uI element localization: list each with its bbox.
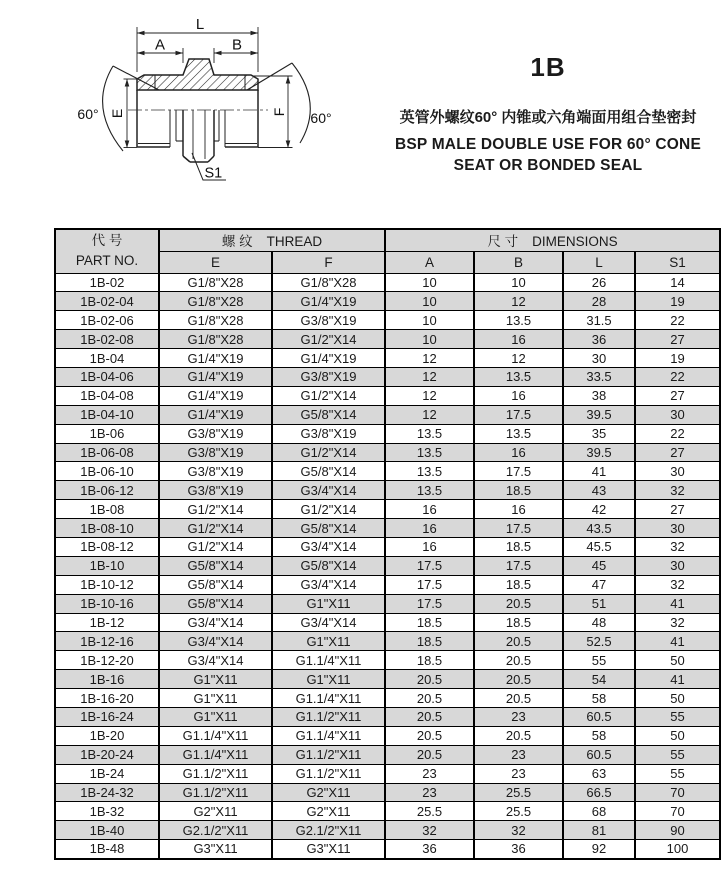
header-col-f: F xyxy=(272,251,385,273)
table-cell: 35 xyxy=(563,424,635,443)
header-col-b: B xyxy=(474,251,563,273)
header-col-e: E xyxy=(159,251,272,273)
table-cell: 55 xyxy=(635,707,720,726)
table-row xyxy=(55,386,720,405)
table-cell: 38 xyxy=(563,386,635,405)
table-cell: 12 xyxy=(474,349,563,368)
table-cell: 39.5 xyxy=(563,443,635,462)
header-col-s1: S1 xyxy=(635,251,720,273)
table-cell: 23 xyxy=(385,783,474,802)
table-row xyxy=(55,594,720,613)
table-cell: G5/8"X14 xyxy=(159,594,272,613)
table-cell: 45.5 xyxy=(563,537,635,556)
table-cell: 43.5 xyxy=(563,519,635,538)
table-body xyxy=(55,273,720,859)
header-part-no-en: PART NO. xyxy=(75,253,139,269)
table-cell: G1/4"X19 xyxy=(159,405,272,424)
table-cell: 50 xyxy=(635,689,720,708)
table-cell: G1/4"X19 xyxy=(272,349,385,368)
table-row xyxy=(55,802,720,821)
table-cell: 20.5 xyxy=(474,651,563,670)
table-cell: 23 xyxy=(474,745,563,764)
table-cell: G1/4"X19 xyxy=(159,386,272,405)
table-cell: 25.5 xyxy=(474,783,563,802)
table-cell: 50 xyxy=(635,726,720,745)
table-cell: G1/8"X28 xyxy=(159,311,272,330)
table-cell: G3/8"X19 xyxy=(159,443,272,462)
table-cell: 17.5 xyxy=(474,519,563,538)
table-cell: G1.1/2"X11 xyxy=(272,745,385,764)
table-cell: 1B-12-20 xyxy=(55,651,159,670)
table-cell: 1B-04-10 xyxy=(55,405,159,424)
table-cell: G1/4"X19 xyxy=(159,367,272,386)
table-row xyxy=(55,632,720,651)
table-cell: 26 xyxy=(563,273,635,292)
table-cell: G1.1/2"X11 xyxy=(159,764,272,783)
table-row xyxy=(55,443,720,462)
table-cell: 58 xyxy=(563,726,635,745)
table-cell: G1/8"X28 xyxy=(272,273,385,292)
table-cell: 1B-10-12 xyxy=(55,575,159,594)
table-cell: G3/4"X14 xyxy=(159,613,272,632)
table-cell: G5/8"X14 xyxy=(272,462,385,481)
table-cell: G1.1/4"X11 xyxy=(272,726,385,745)
title-block xyxy=(378,52,718,176)
header-dimensions-cn: 尺 寸 xyxy=(487,234,519,250)
table-cell: 20.5 xyxy=(474,689,563,708)
description-english-line2: SEAT OR BONDED SEAL xyxy=(453,157,643,174)
table-cell: G5/8"X14 xyxy=(272,556,385,575)
table-cell: G3/8"X19 xyxy=(272,311,385,330)
dim-label-E: E xyxy=(109,108,126,119)
table-cell: G3/4"X14 xyxy=(272,613,385,632)
table-cell: 1B-08-12 xyxy=(55,537,159,556)
table-cell: 19 xyxy=(635,292,720,311)
table-cell: 41 xyxy=(563,462,635,481)
table-cell: 20.5 xyxy=(385,745,474,764)
table-cell: 13.5 xyxy=(385,424,474,443)
table-cell: 81 xyxy=(563,821,635,840)
table-cell: G1"X11 xyxy=(159,670,272,689)
table-cell: 31.5 xyxy=(563,311,635,330)
table-row xyxy=(55,500,720,519)
table-cell: 17.5 xyxy=(385,575,474,594)
table-cell: 32 xyxy=(474,821,563,840)
table-cell: 12 xyxy=(385,386,474,405)
table-cell: G2"X11 xyxy=(159,802,272,821)
table-cell: 55 xyxy=(635,745,720,764)
angle-arc-right xyxy=(292,63,310,143)
header-col-a: A xyxy=(385,251,474,273)
table-cell: 33.5 xyxy=(563,367,635,386)
table-row xyxy=(55,745,720,764)
table-cell: 32 xyxy=(635,613,720,632)
table-row xyxy=(55,424,720,443)
table-cell: 12 xyxy=(385,405,474,424)
table-cell: G5/8"X14 xyxy=(272,519,385,538)
table-cell: 30 xyxy=(635,462,720,481)
table-cell: 16 xyxy=(385,519,474,538)
table-cell: 25.5 xyxy=(385,802,474,821)
table-cell: 92 xyxy=(563,840,635,859)
table-cell: G2"X11 xyxy=(272,802,385,821)
angle-label-left: 60° xyxy=(77,106,99,122)
table-cell: 1B-16-24 xyxy=(55,707,159,726)
table-cell: 60.5 xyxy=(563,707,635,726)
table-row xyxy=(55,273,720,292)
table-row xyxy=(55,519,720,538)
table-row xyxy=(55,821,720,840)
table-cell: G5/8"X14 xyxy=(272,405,385,424)
table-cell: 1B-20-24 xyxy=(55,745,159,764)
table-cell: 17.5 xyxy=(474,462,563,481)
dimensions-table xyxy=(54,228,721,860)
table-cell: G5/8"X14 xyxy=(159,556,272,575)
table-cell: 1B-16 xyxy=(55,670,159,689)
table-cell: 13.5 xyxy=(474,424,563,443)
table-cell: 1B-02 xyxy=(55,273,159,292)
table-cell: 20.5 xyxy=(385,689,474,708)
table-cell: 1B-24-32 xyxy=(55,783,159,802)
table-cell: 30 xyxy=(563,349,635,368)
table-cell: 63 xyxy=(563,764,635,783)
table-cell: G1.1/4"X11 xyxy=(272,689,385,708)
table-cell: G1/2"X14 xyxy=(272,500,385,519)
table-cell: G1/4"X19 xyxy=(159,349,272,368)
table-cell: 41 xyxy=(635,670,720,689)
table-cell: 18.5 xyxy=(474,481,563,500)
table-cell: 1B-06-12 xyxy=(55,481,159,500)
table-cell: 100 xyxy=(635,840,720,859)
table-cell: 12 xyxy=(474,292,563,311)
table-cell: G1.1/4"X11 xyxy=(159,745,272,764)
table-cell: G1/2"X14 xyxy=(272,443,385,462)
table-cell: 48 xyxy=(563,613,635,632)
table-row xyxy=(55,726,720,745)
table-cell: 23 xyxy=(474,764,563,783)
table-cell: G1/2"X14 xyxy=(159,500,272,519)
table-cell: 16 xyxy=(474,386,563,405)
table-cell: 66.5 xyxy=(563,783,635,802)
table-row xyxy=(55,330,720,349)
table-cell: 39.5 xyxy=(563,405,635,424)
table-row xyxy=(55,367,720,386)
table-cell: 1B-08 xyxy=(55,500,159,519)
table-cell: 23 xyxy=(474,707,563,726)
table-cell: G1"X11 xyxy=(159,707,272,726)
table-cell: 13.5 xyxy=(385,462,474,481)
table-cell: G1"X11 xyxy=(272,632,385,651)
dim-label-L: L xyxy=(195,16,205,33)
table-cell: 17.5 xyxy=(385,594,474,613)
header-dimensions xyxy=(385,229,720,251)
angle-arc-left xyxy=(103,66,126,151)
table-cell: G1/8"X28 xyxy=(159,292,272,311)
table-cell: G1/2"X14 xyxy=(272,330,385,349)
header-dimensions-en: DIMENSIONS xyxy=(532,234,618,250)
table-cell: G2"X11 xyxy=(272,783,385,802)
hex-size-label: S1 xyxy=(204,165,223,182)
table-cell: 54 xyxy=(563,670,635,689)
table-cell: 1B-40 xyxy=(55,821,159,840)
table-cell: 1B-02-08 xyxy=(55,330,159,349)
table-cell: 20.5 xyxy=(385,670,474,689)
table-cell: G1"X11 xyxy=(159,689,272,708)
table-cell: 20.5 xyxy=(474,594,563,613)
table-cell: 1B-02-04 xyxy=(55,292,159,311)
table-cell: 43 xyxy=(563,481,635,500)
table-cell: G1"X11 xyxy=(272,594,385,613)
table-cell: G1.1/4"X11 xyxy=(272,651,385,670)
table-cell: 1B-02-06 xyxy=(55,311,159,330)
table-cell: 18.5 xyxy=(385,651,474,670)
header-part-no-cn: 代 号 xyxy=(91,233,123,249)
table-cell: 68 xyxy=(563,802,635,821)
table-cell: 1B-12-16 xyxy=(55,632,159,651)
table-cell: 12 xyxy=(385,367,474,386)
table-cell: G1.1/2"X11 xyxy=(272,764,385,783)
dim-label-A: A xyxy=(154,36,166,54)
table-cell: G1.1/2"X11 xyxy=(159,783,272,802)
angle-label-right: 60° xyxy=(310,110,332,126)
table-row xyxy=(55,481,720,500)
table-cell: 1B-16-20 xyxy=(55,689,159,708)
table-cell: G2.1/2"X11 xyxy=(272,821,385,840)
table-cell: 10 xyxy=(385,273,474,292)
table-cell: 27 xyxy=(635,330,720,349)
table-cell: 1B-04-08 xyxy=(55,386,159,405)
table-cell: 42 xyxy=(563,500,635,519)
table-cell: 20.5 xyxy=(385,707,474,726)
table-cell: G3/8"X19 xyxy=(272,424,385,443)
table-row xyxy=(55,349,720,368)
table-cell: 1B-10-16 xyxy=(55,594,159,613)
table-cell: G3/4"X14 xyxy=(272,537,385,556)
table-row xyxy=(55,556,720,575)
table-cell: G1/2"X14 xyxy=(159,537,272,556)
table-cell: G1/2"X14 xyxy=(159,519,272,538)
table-cell: 1B-06 xyxy=(55,424,159,443)
table-cell: 1B-20 xyxy=(55,726,159,745)
table-cell: 18.5 xyxy=(385,632,474,651)
table-cell: 60.5 xyxy=(563,745,635,764)
table-cell: 20.5 xyxy=(474,670,563,689)
table-cell: 16 xyxy=(474,330,563,349)
table-cell: G3/4"X14 xyxy=(272,575,385,594)
table-cell: G3/4"X14 xyxy=(159,632,272,651)
table-cell: G5/8"X14 xyxy=(159,575,272,594)
table-cell: 32 xyxy=(385,821,474,840)
table-cell: 17.5 xyxy=(474,405,563,424)
table-cell: 23 xyxy=(385,764,474,783)
table-cell: 12 xyxy=(385,349,474,368)
header-thread-cn: 螺 纹 xyxy=(221,234,253,250)
table-cell: 13.5 xyxy=(474,367,563,386)
table-cell: 22 xyxy=(635,367,720,386)
table-cell: G3/8"X19 xyxy=(272,367,385,386)
header-thread xyxy=(159,229,385,251)
table-cell: 13.5 xyxy=(385,481,474,500)
table-cell: G1/8"X28 xyxy=(159,273,272,292)
table-cell: G3/8"X19 xyxy=(159,424,272,443)
table-row xyxy=(55,783,720,802)
table-cell: 10 xyxy=(385,330,474,349)
table-cell: 36 xyxy=(563,330,635,349)
table-row xyxy=(55,575,720,594)
header-col-l: L xyxy=(563,251,635,273)
table-cell: 32 xyxy=(635,537,720,556)
table-cell: G1.1/4"X11 xyxy=(159,726,272,745)
description-chinese: 英管外螺纹60° 内锥或六角端面用组合垫密封 xyxy=(399,109,697,126)
table-cell: G1/2"X14 xyxy=(272,386,385,405)
table-cell: 10 xyxy=(385,311,474,330)
table-cell: G3"X11 xyxy=(272,840,385,859)
table-cell: 16 xyxy=(385,537,474,556)
table-cell: 27 xyxy=(635,500,720,519)
table-cell: 16 xyxy=(385,500,474,519)
table-row xyxy=(55,707,720,726)
table-cell: 10 xyxy=(474,273,563,292)
table-row xyxy=(55,840,720,859)
table-cell: 30 xyxy=(635,556,720,575)
table-cell: 1B-12 xyxy=(55,613,159,632)
table-cell: 90 xyxy=(635,821,720,840)
table-row xyxy=(55,613,720,632)
table-cell: 19 xyxy=(635,349,720,368)
table-cell: 52.5 xyxy=(563,632,635,651)
table-row xyxy=(55,537,720,556)
table-cell: G3"X11 xyxy=(159,840,272,859)
table-cell: 1B-06-08 xyxy=(55,443,159,462)
table-cell: G3/8"X19 xyxy=(159,462,272,481)
table-row xyxy=(55,689,720,708)
table-cell: 55 xyxy=(635,764,720,783)
table-cell: 13.5 xyxy=(474,311,563,330)
table-cell: 1B-10 xyxy=(55,556,159,575)
table-cell: 32 xyxy=(635,481,720,500)
table-cell: 36 xyxy=(474,840,563,859)
table-cell: 18.5 xyxy=(474,537,563,556)
table-cell: G2.1/2"X11 xyxy=(159,821,272,840)
model-number: 1B xyxy=(530,52,566,82)
table-row xyxy=(55,764,720,783)
table-cell: 30 xyxy=(635,405,720,424)
table-cell: 22 xyxy=(635,424,720,443)
table-cell: 27 xyxy=(635,443,720,462)
table-cell: 70 xyxy=(635,783,720,802)
table-cell: 20.5 xyxy=(385,726,474,745)
table-row xyxy=(55,311,720,330)
table-cell: 45 xyxy=(563,556,635,575)
table-cell: G3/8"X19 xyxy=(159,481,272,500)
table-cell: 36 xyxy=(385,840,474,859)
table-cell: 55 xyxy=(563,651,635,670)
table-cell: G1/4"X19 xyxy=(272,292,385,311)
table-cell: 16 xyxy=(474,500,563,519)
table-cell: 51 xyxy=(563,594,635,613)
table-cell: 13.5 xyxy=(385,443,474,462)
table-cell: 41 xyxy=(635,594,720,613)
table-cell: 1B-32 xyxy=(55,802,159,821)
table-cell: 10 xyxy=(385,292,474,311)
table-cell: 1B-04-06 xyxy=(55,367,159,386)
description-english-line1: BSP MALE DOUBLE USE FOR 60° CONE xyxy=(395,136,701,153)
table-cell: 1B-48 xyxy=(55,840,159,859)
dim-label-F: F xyxy=(271,107,288,117)
header-thread-en: THREAD xyxy=(266,234,323,250)
table-cell: 50 xyxy=(635,651,720,670)
table-row xyxy=(55,670,720,689)
table-cell: 70 xyxy=(635,802,720,821)
table-cell: G1"X11 xyxy=(272,670,385,689)
technical-drawing xyxy=(40,10,380,210)
table-cell: G1.1/2"X11 xyxy=(272,707,385,726)
table-row xyxy=(55,292,720,311)
table-cell: 1B-24 xyxy=(55,764,159,783)
table-row xyxy=(55,405,720,424)
table-cell: 27 xyxy=(635,386,720,405)
table-cell: 1B-08-10 xyxy=(55,519,159,538)
table-cell: 18.5 xyxy=(474,613,563,632)
table-cell: 58 xyxy=(563,689,635,708)
header-part-no xyxy=(55,229,159,273)
table-cell: 32 xyxy=(635,575,720,594)
table-cell: 20.5 xyxy=(474,632,563,651)
table-cell: 22 xyxy=(635,311,720,330)
table-cell: 17.5 xyxy=(474,556,563,575)
table-cell: 14 xyxy=(635,273,720,292)
table-row xyxy=(55,651,720,670)
table-cell: 47 xyxy=(563,575,635,594)
table-cell: 28 xyxy=(563,292,635,311)
table-cell: 30 xyxy=(635,519,720,538)
table-cell: G3/4"X14 xyxy=(272,481,385,500)
table-cell: 1B-04 xyxy=(55,349,159,368)
table-cell: 17.5 xyxy=(385,556,474,575)
table-cell: G1/8"X28 xyxy=(159,330,272,349)
table-cell: 18.5 xyxy=(474,575,563,594)
table-cell: G3/4"X14 xyxy=(159,651,272,670)
table-row xyxy=(55,462,720,481)
fitting-drawing xyxy=(40,10,380,210)
table-cell: 18.5 xyxy=(385,613,474,632)
table-cell: 25.5 xyxy=(474,802,563,821)
table-cell: 1B-06-10 xyxy=(55,462,159,481)
table-cell: 16 xyxy=(474,443,563,462)
table-cell: 41 xyxy=(635,632,720,651)
dim-label-B: B xyxy=(231,36,243,54)
table-cell: 20.5 xyxy=(474,726,563,745)
